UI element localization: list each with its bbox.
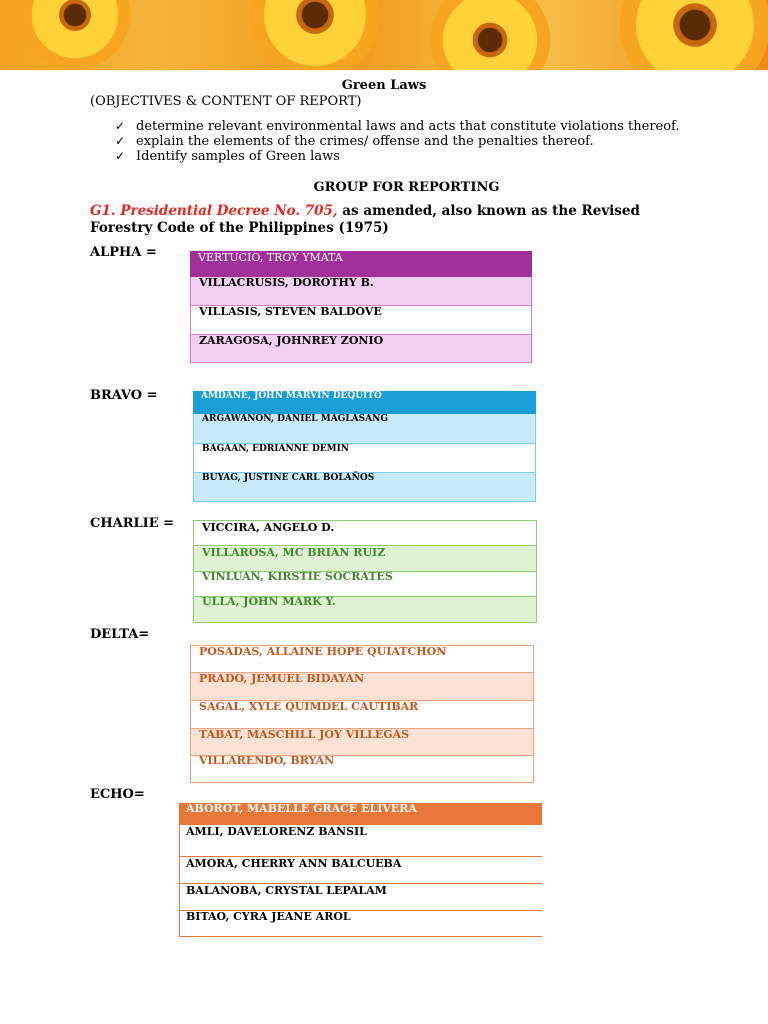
member-name: ZARAGOSA, JOHNREY ZONIO [199, 334, 384, 347]
member-name: BAGAAN, EDRIANNE DEMIN [202, 444, 350, 454]
member-name: AMLI, DAVELORENZ BANSIL [186, 825, 367, 838]
member-name: VILLASIS, STEVEN BALDOVE [199, 305, 382, 318]
member-name: VILLACRUSIS, DOROTHY B. [199, 276, 374, 289]
member-name: VILLARENDO, BRYAN [199, 754, 335, 767]
table-row [193, 520, 537, 546]
flower-icon [430, 0, 550, 70]
table-row [190, 335, 532, 363]
member-name: BALANOBA, CRYSTAL LEPALAM [186, 884, 387, 897]
flower-icon [20, 0, 130, 70]
group-table-delta [190, 645, 534, 783]
sunflower-banner [0, 0, 768, 70]
group-label-bravo: BRAVO = [90, 388, 158, 403]
member-name: POSADAS, ALLAINE HOPE QUIATCHON [199, 645, 447, 658]
member-name: AMORA, CHERRY ANN BALCUEBA [186, 857, 402, 870]
check-icon: ✓ [115, 149, 126, 163]
group-table-charlie [193, 520, 537, 623]
table-row [193, 414, 536, 444]
member-name: BITAO, CYRA JEANE AROL [186, 910, 351, 923]
table-row [180, 911, 542, 937]
member-name: ABOROT, MABELLE GRACE ELIVERA [186, 802, 417, 815]
table-row [190, 673, 534, 701]
member-name: ARGAWANON, DANIEL MAGLASANG [202, 414, 389, 424]
group-label-charlie: CHARLIE = [90, 516, 175, 531]
table-row [193, 473, 536, 502]
objective-text: explain the elements of the crimes/ offense and the penalties thereof. [136, 134, 594, 149]
member-name: VILLAROSA, MC BRIAN RUIZ [202, 546, 386, 559]
table-row [193, 391, 536, 414]
check-icon: ✓ [115, 134, 126, 148]
member-name: VICCIRA, ANGELO D. [202, 521, 335, 534]
member-name: TABAT, MASCHILL JOY VILLEGAS [199, 728, 410, 741]
table-row [193, 572, 537, 597]
document-title: Green Laws [341, 78, 427, 93]
table-row [190, 729, 534, 756]
member-name: AMDANE, JOHN MARVIN DEQUITO [201, 391, 382, 401]
decree-description: as amended, also known as the Revised Forestry Code of the Philippines (1975) [90, 203, 640, 236]
table-row [190, 277, 532, 306]
table-row [190, 701, 534, 729]
group-label-alpha: ALPHA = [90, 245, 157, 260]
table-row [180, 803, 542, 825]
flower-icon [250, 0, 380, 70]
table-row [193, 546, 537, 572]
member-name: BUYAG, JUSTINE CARL BOLAÑOS [202, 473, 375, 483]
member-name: PRADO, JEMUEL BIDAYAN [199, 672, 365, 685]
table-row [190, 306, 532, 335]
table-row [190, 645, 534, 673]
table-row [180, 825, 542, 857]
group-heading: GROUP FOR REPORTING [313, 180, 500, 195]
table-row [190, 756, 534, 783]
decree-title [90, 203, 690, 237]
group-table-echo [179, 803, 542, 937]
table-row [193, 444, 536, 473]
table-row [180, 884, 542, 911]
group-label-echo: ECHO= [90, 787, 145, 802]
member-name: VINLUAN, KIRSTIE SOCRATES [202, 570, 393, 583]
group-table-bravo [193, 391, 536, 502]
objective-text: determine relevant environmental laws and acts that constitute violations thereof. [136, 119, 680, 134]
table-row [180, 857, 542, 884]
member-name: VERTUCIO, TROY YMATA [198, 251, 343, 264]
member-name: ULLA, JOHN MARK Y. [202, 595, 336, 608]
flower-icon [620, 0, 768, 70]
check-icon: ✓ [115, 119, 126, 133]
objective-text: Identify samples of Green laws [136, 149, 340, 164]
group-table-alpha [190, 251, 532, 363]
decree-code: G1. Presidential Decree No. 705, [90, 203, 338, 219]
document-subtitle: (OBJECTIVES & CONTENT OF REPORT) [90, 94, 362, 109]
group-label-delta: DELTA= [90, 627, 150, 642]
table-row [190, 251, 532, 277]
member-name: SAGAL, XYLE QUIMDEL CAUTIBAR [199, 700, 419, 713]
table-row [193, 597, 537, 623]
